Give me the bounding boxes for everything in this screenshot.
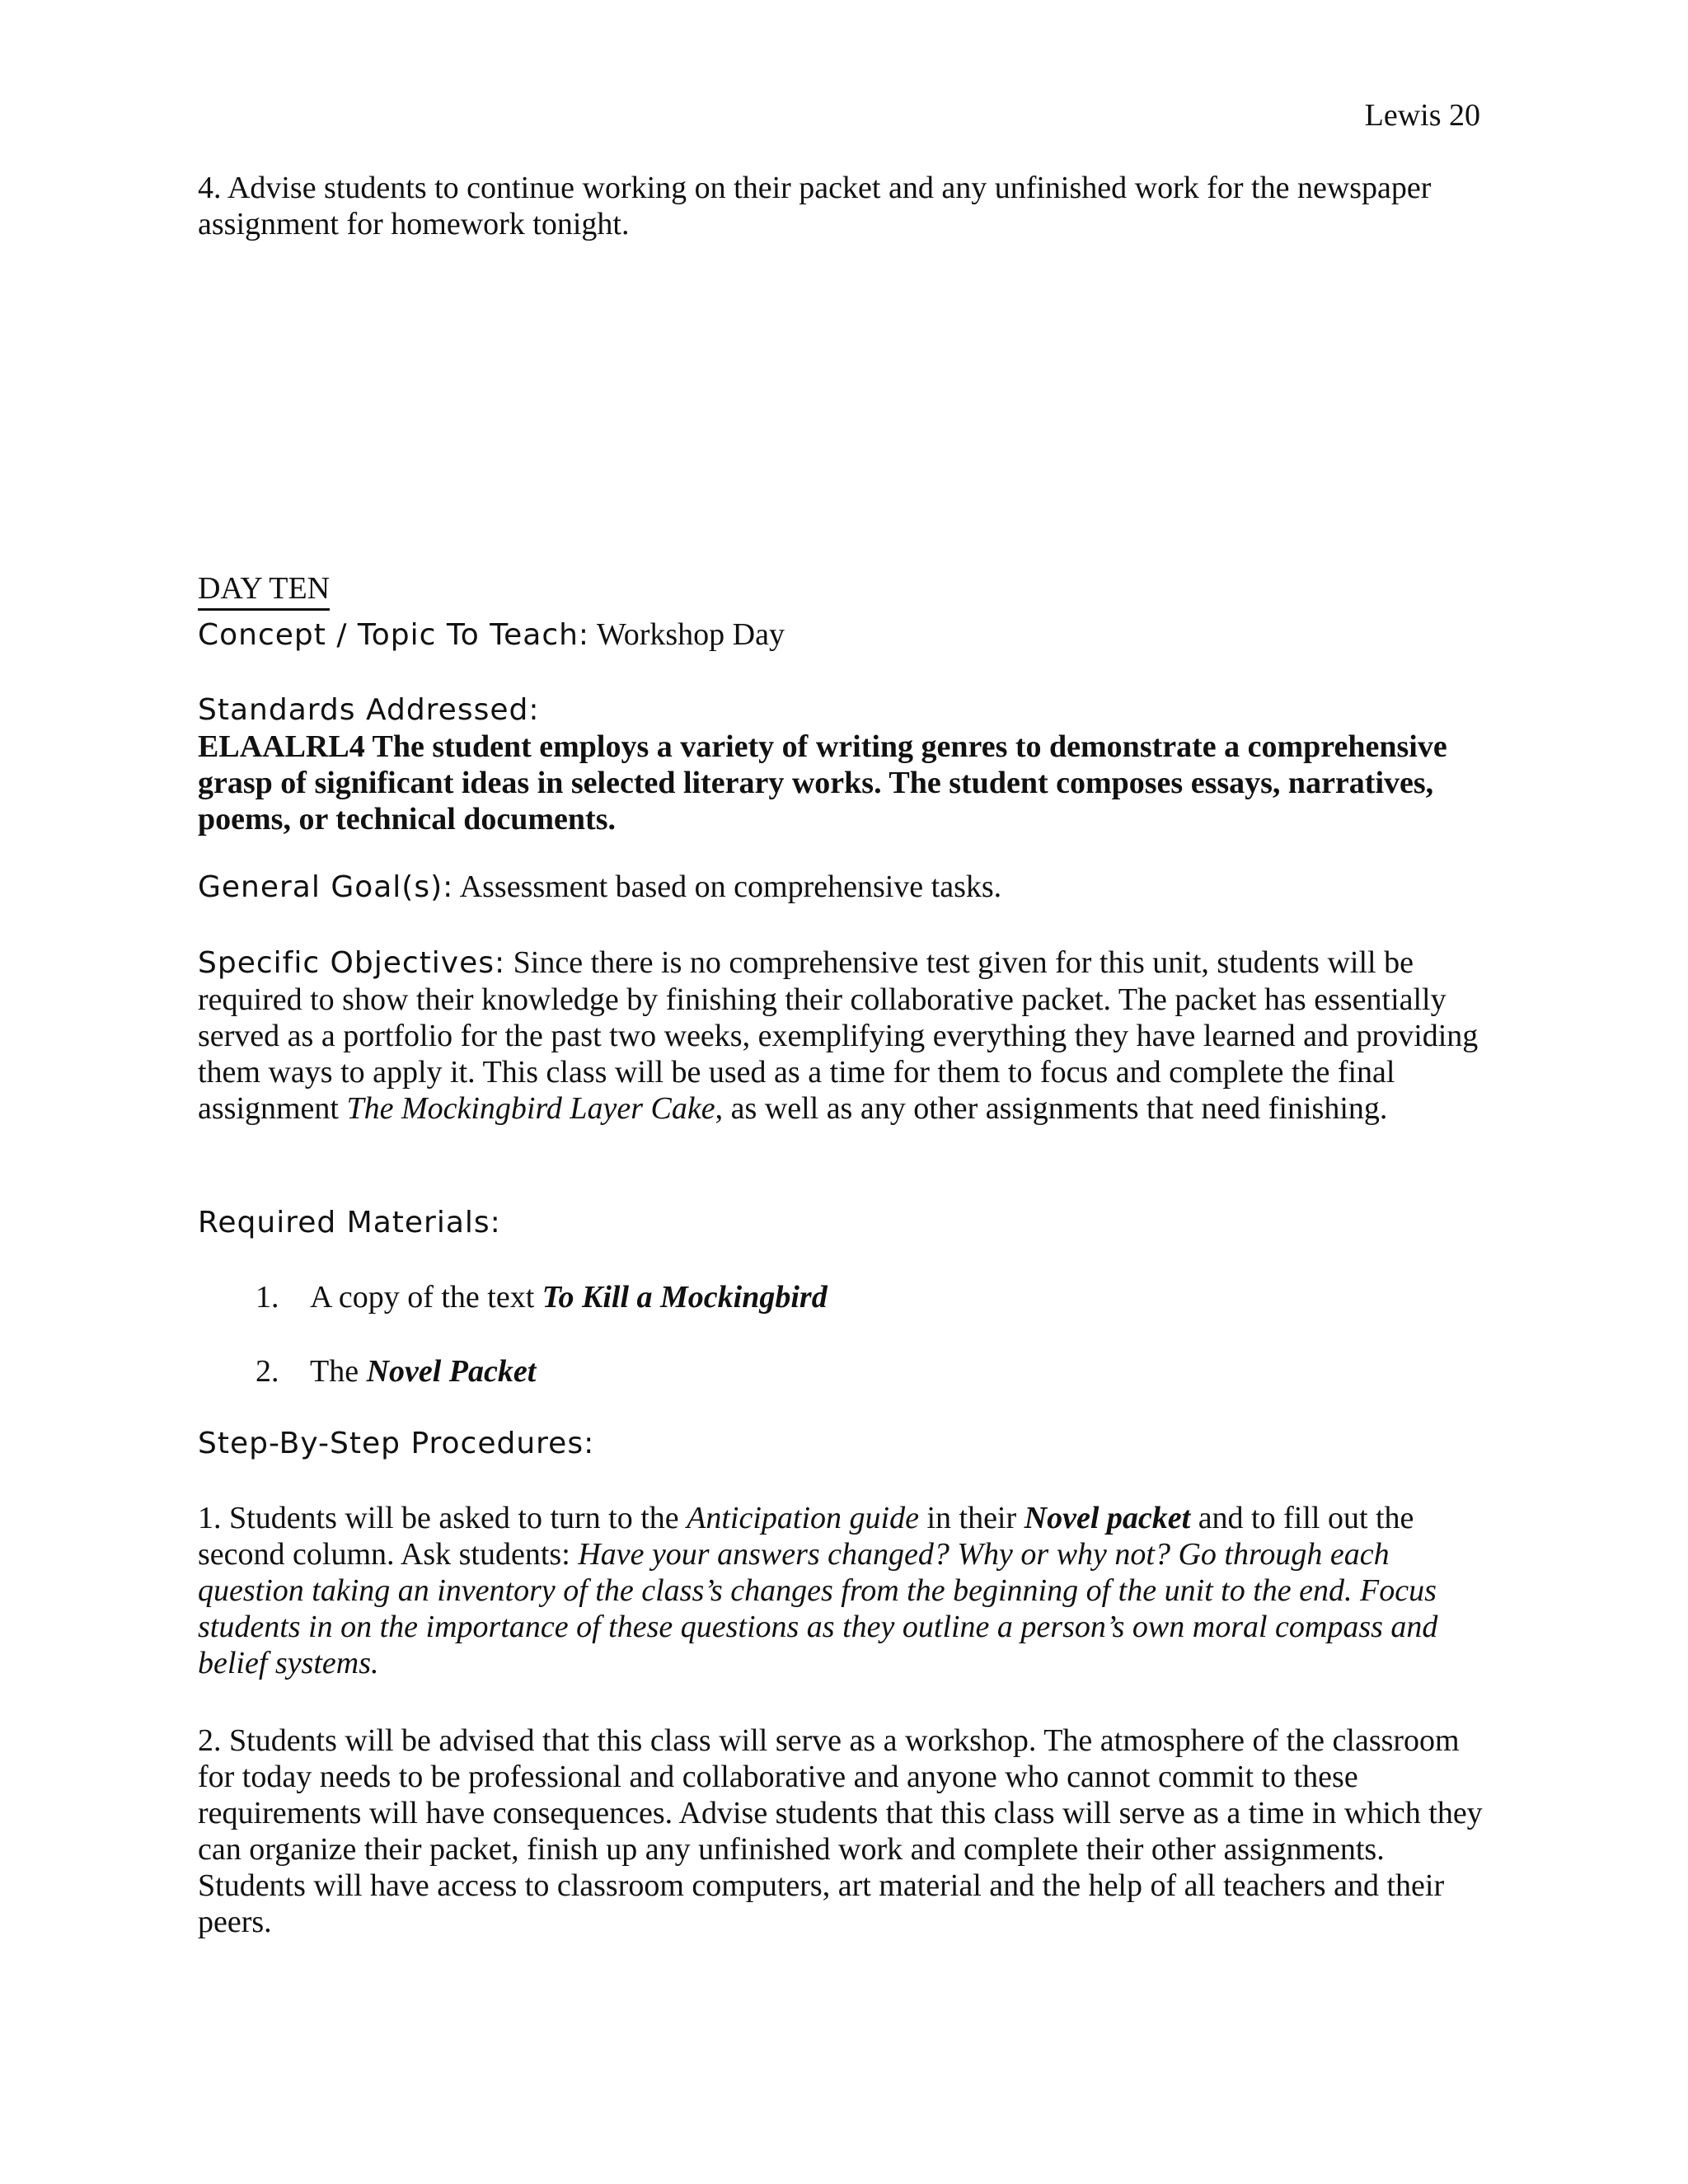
goal-value: Assessment based on comprehensive tasks. xyxy=(453,869,1002,904)
procedure-step-1 xyxy=(198,1500,1484,1681)
procedures-label: Step-By-Step Procedures: xyxy=(198,1427,595,1460)
material-prefix: The xyxy=(310,1354,367,1389)
objectives-text-2: , as well as any other assignments that need finishing. xyxy=(715,1091,1388,1126)
proc1-text-e: and to fill out the second column. Ask students: xyxy=(198,1501,1414,1572)
standards-section xyxy=(198,692,1484,837)
concept-label: Concept / Topic To Teach: xyxy=(198,618,590,652)
material-prefix: A copy of the text xyxy=(310,1280,542,1315)
material-item-2 xyxy=(256,1353,536,1390)
intro-step-4: 4. Advise students to continue working on their packet and any unfinished work for the newspaper assignment for homework tonight. xyxy=(198,171,1432,241)
proc1-text-c: in their xyxy=(918,1501,1025,1535)
objectives-paragraph xyxy=(198,944,1484,1127)
material-emph: To Kill a Mockingbird xyxy=(542,1280,828,1315)
proc1-novel-packet: Novel packet xyxy=(1024,1501,1191,1535)
proc1-anticipation-guide: Anticipation guide xyxy=(687,1501,919,1535)
goal-label: General Goal(s): xyxy=(198,870,454,904)
page-header: Lewis 20 xyxy=(1364,98,1480,133)
material-item-1 xyxy=(256,1279,828,1315)
proc1-questions: Have your answers changed? Why or why not? Go through each question taking an inventory of the class’s changes from the beginning of the unit to the end. Focus students in on the importance of these questions as they outline a person’s own moral compass and belief systems. xyxy=(198,1537,1438,1680)
materials-label: Required Materials: xyxy=(198,1206,501,1240)
material-number: 1. xyxy=(256,1280,279,1315)
objectives-title: The Mockingbird Layer Cake xyxy=(346,1091,715,1126)
day-title: DAY TEN xyxy=(198,570,330,611)
standards-text: ELAALRL4 The student employs a variety of writing genres to demonstrate a comprehensive grasp of significant ideas in selected literary works. The student composes essays, narratives, poems, or technical documents. xyxy=(198,729,1447,837)
procedure-step-2: 2. Students will be advised that this class will serve as a workshop. The atmosphere of the classroom for today needs to be professional and collaborative and anyone who cannot commit to these requirements will have consequences. Advise students that this class will serve as a time in which they can organize their packet, finish up any unfinished work and complete their other assignments. Students will have access to classroom computers, art material and the help of all teachers and their peers. xyxy=(198,1723,1483,1939)
material-number: 2. xyxy=(256,1354,279,1389)
material-emph: Novel Packet xyxy=(366,1354,537,1389)
proc1-text-a: 1. Students will be asked to turn to the xyxy=(198,1501,687,1535)
goal-line xyxy=(198,869,1484,906)
standards-label: Standards Addressed: xyxy=(198,693,540,727)
concept-value: Workshop Day xyxy=(589,617,785,652)
objectives-text-1: Since there is no comprehensive test given for this unit, students will be required to show their knowledge by finishing their collaborative packet. The packet has essentially served as a portfolio for the past two weeks, exemplifying everything they have learned and providing them ways to apply it. This class will be used as a time for them to focus and complete the final assignment xyxy=(198,945,1479,1126)
concept-line xyxy=(198,616,1484,654)
objectives-label: Specific Objectives: xyxy=(198,946,506,980)
